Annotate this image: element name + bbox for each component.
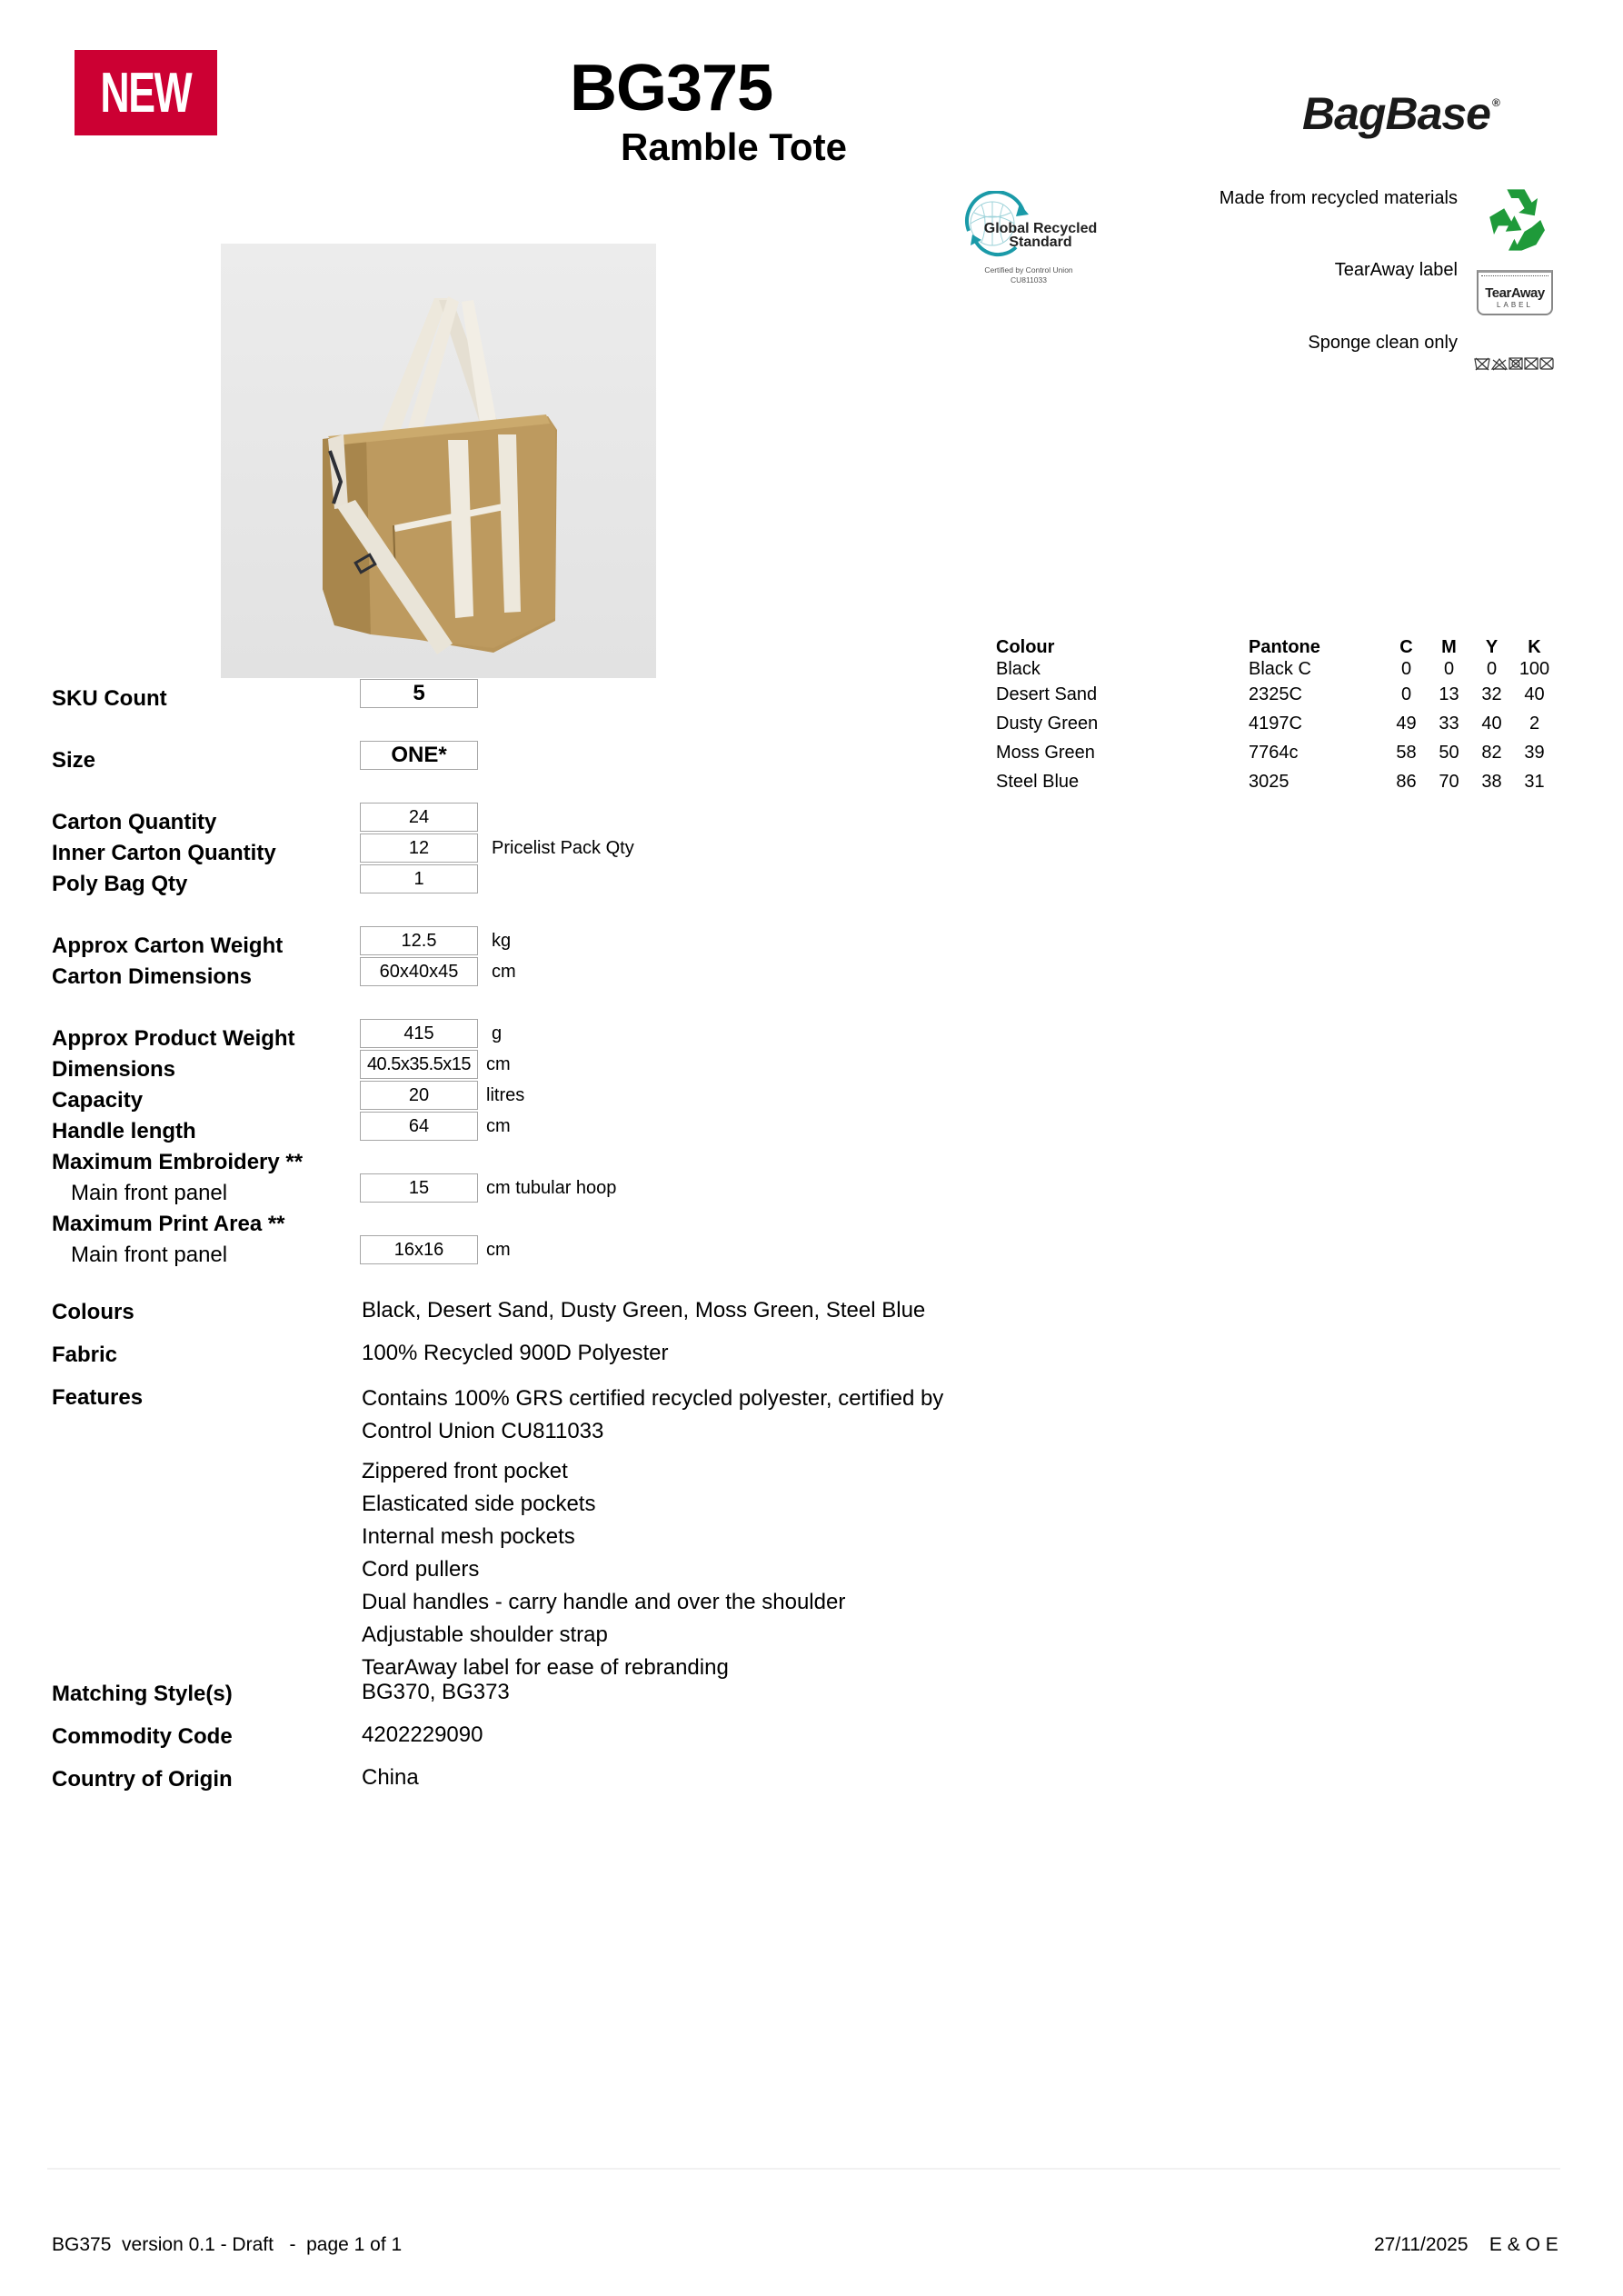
size-value: ONE* <box>360 741 478 770</box>
colours-label: Colours <box>52 1300 134 1324</box>
product-code: BG375 <box>570 52 773 125</box>
product-weight-unit: g <box>492 1023 503 1043</box>
grs-logo <box>956 191 1101 291</box>
header-c: C <box>1399 636 1413 657</box>
max-print-area-label: Maximum Print Area ** <box>52 1212 285 1236</box>
product-weight-value: 415 <box>360 1019 478 1048</box>
matching-styles-value: BG370, BG373 <box>362 1680 510 1704</box>
poly-bag-qty-label: Poly Bag Qty <box>52 872 188 896</box>
carton-dimensions-value: 60x40x45 <box>360 957 478 986</box>
max-embroidery-label: Maximum Embroidery ** <box>52 1150 304 1174</box>
features-list <box>362 1383 943 1684</box>
embroidery-front-panel-label: Main front panel <box>71 1181 228 1205</box>
carton-weight-label: Approx Carton Weight <box>52 933 284 958</box>
size-label: Size <box>52 748 96 773</box>
feature-tearaway-label: TearAway label <box>1334 260 1458 280</box>
list-item: Zippered front pocket <box>362 1459 568 1483</box>
capacity-value: 20 <box>360 1081 478 1110</box>
carton-quantity-label: Carton Quantity <box>52 810 217 834</box>
list-item: Dual handles - carry handle and over the shoulder <box>362 1590 846 1614</box>
matching-styles-label: Matching Style(s) <box>52 1682 233 1706</box>
colours-value: Black, Desert Sand, Dusty Green, Moss Green, Steel Blue <box>362 1298 926 1323</box>
capacity-unit: litres <box>486 1085 525 1105</box>
grs-certification-text: Certified by Control Union CU811033 <box>984 265 1073 285</box>
max-print-area-unit: cm <box>486 1240 511 1260</box>
colour-table-header <box>996 636 1556 658</box>
list-item: Adjustable shoulder strap <box>362 1622 608 1647</box>
feature-recycled-label: Made from recycled materials <box>1219 188 1458 208</box>
dimensions-label: Dimensions <box>52 1057 176 1082</box>
handle-length-label: Handle length <box>52 1119 196 1143</box>
country-of-origin-label: Country of Origin <box>52 1767 233 1792</box>
registered-mark: ® <box>1492 96 1499 109</box>
pricelist-pack-note: Pricelist Pack Qty <box>492 838 634 858</box>
product-name: Ramble Tote <box>621 125 847 168</box>
list-item: Cord pullers <box>362 1557 480 1582</box>
carton-dimensions-label: Carton Dimensions <box>52 964 253 989</box>
footer-right <box>1374 2234 1558 2256</box>
grs-title: Global Recycled Standard <box>983 221 1098 250</box>
sku-count-value: 5 <box>360 679 478 708</box>
commodity-code-value: 4202229090 <box>362 1722 483 1747</box>
tote-bag-image <box>221 244 656 678</box>
list-item: Elasticated side pockets <box>362 1492 596 1516</box>
commodity-code-label: Commodity Code <box>52 1724 233 1749</box>
carton-quantity-value: 24 <box>360 803 478 832</box>
handle-length-value: 64 <box>360 1112 478 1141</box>
footer-date: 27/11/2025 <box>1374 2234 1469 2255</box>
header-y: Y <box>1485 636 1499 657</box>
header-m: M <box>1441 636 1457 657</box>
country-of-origin-value: China <box>362 1765 419 1790</box>
max-print-area-value: 16x16 <box>360 1235 478 1264</box>
header-pantone: Pantone <box>1249 636 1320 657</box>
table-row: Black Black C 0 0 0 100 <box>996 658 1550 679</box>
footer-disclaimer: E & O E <box>1489 2234 1558 2255</box>
recycle-icon <box>1479 184 1552 256</box>
table-row: Dusty Green 4197C 49 33 40 2 <box>996 713 1540 734</box>
sku-count-label: SKU Count <box>52 686 167 711</box>
carton-dimensions-unit: cm <box>492 962 516 982</box>
footer-divider <box>47 2168 1560 2170</box>
brand-name: BagBase <box>1302 88 1490 139</box>
colour-table <box>996 636 1556 796</box>
features-label: Features <box>52 1385 144 1410</box>
carton-weight-value: 12.5 <box>360 926 478 955</box>
product-photo <box>221 244 656 678</box>
max-embroidery-unit: cm tubular hoop <box>486 1178 617 1198</box>
new-badge <box>75 50 217 135</box>
handle-length-unit: cm <box>486 1116 511 1136</box>
poly-bag-qty-value: 1 <box>360 864 478 893</box>
tearaway-label-icon: TearAway LABEL <box>1477 270 1553 315</box>
product-weight-label: Approx Product Weight <box>52 1026 295 1051</box>
list-item: Internal mesh pockets <box>362 1524 575 1549</box>
brand-logo <box>1302 87 1499 140</box>
care-symbols-icon <box>1474 356 1558 371</box>
capacity-label: Capacity <box>52 1088 144 1113</box>
footer-version: BG375 version 0.1 - Draft - page 1 of 1 <box>52 2234 403 2255</box>
dimensions-unit: cm <box>486 1054 511 1074</box>
header-colour: Colour <box>996 636 1055 657</box>
table-row: Desert Sand 2325C 0 13 32 40 <box>996 684 1545 704</box>
fabric-value: 100% Recycled 900D Polyester <box>362 1341 669 1365</box>
feature-care-label: Sponge clean only <box>1308 333 1458 353</box>
table-row: Steel Blue 3025 86 70 38 31 <box>996 771 1545 792</box>
fabric-label: Fabric <box>52 1343 118 1367</box>
dimensions-value: 40.5x35.5x15 <box>360 1050 478 1079</box>
new-badge-label: NEW <box>100 61 192 125</box>
header-k: K <box>1528 636 1541 657</box>
table-row: Moss Green 7764c 58 50 82 39 <box>996 742 1545 763</box>
feature-item-grs: Contains 100% GRS certified recycled polyester, certified by Control Union CU811033 <box>362 1386 944 1443</box>
inner-carton-quantity-label: Inner Carton Quantity <box>52 841 276 865</box>
print-front-panel-label: Main front panel <box>71 1243 228 1267</box>
list-item: TearAway label for ease of rebranding <box>362 1655 729 1680</box>
carton-weight-unit: kg <box>492 931 512 951</box>
max-embroidery-value: 15 <box>360 1173 478 1203</box>
inner-carton-quantity-value: 12 <box>360 834 478 863</box>
tear-line <box>1481 275 1548 276</box>
